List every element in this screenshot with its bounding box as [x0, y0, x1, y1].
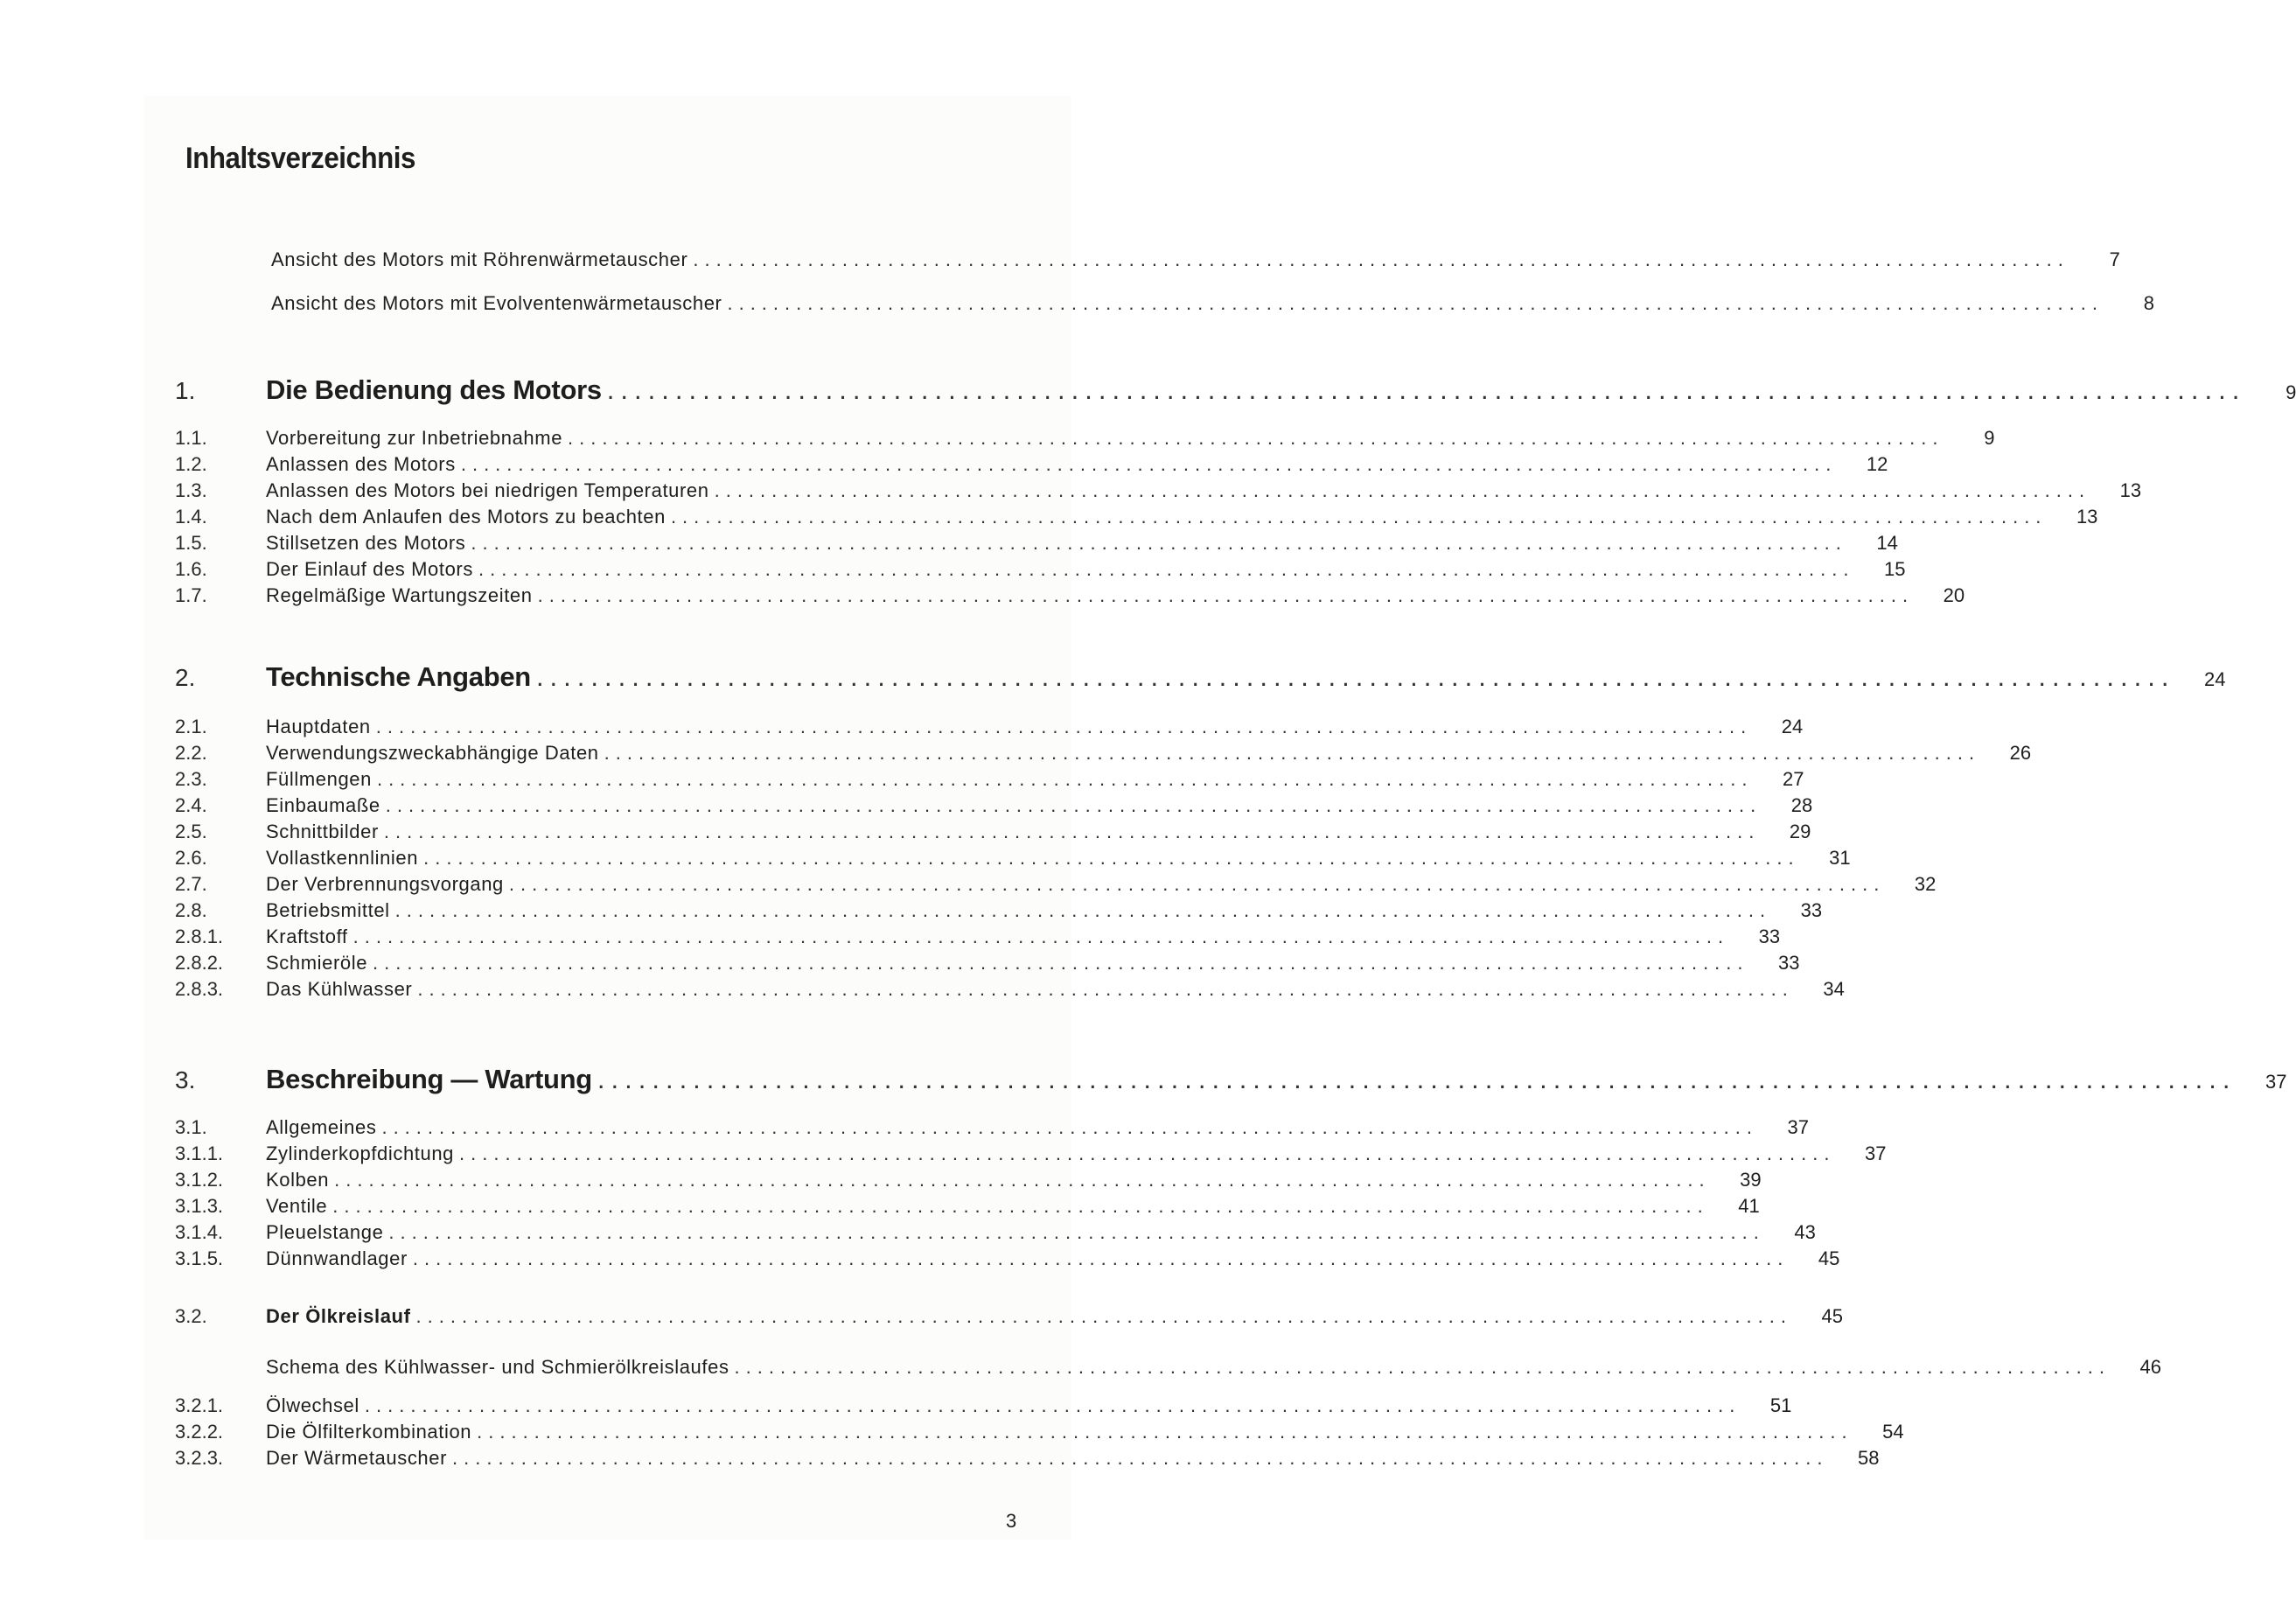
toc-entry	[175, 1447, 1880, 1473]
toc-entry-page: 20	[1943, 584, 1965, 606]
toc-entry	[175, 742, 2032, 768]
toc-entry	[175, 427, 1995, 453]
toc-entry	[175, 952, 1800, 978]
dot-leader: ........................................................................................................................	[385, 794, 1762, 816]
toc-entry-title: Die Ölfilterkombination	[266, 1421, 472, 1443]
toc-entry-number: 1.4.	[175, 506, 207, 528]
toc-entry-page: 12	[1866, 453, 1888, 475]
dot-leader: ........................................................................................................................	[352, 926, 1730, 947]
dot-leader: ........................................................................................................................	[415, 1305, 1792, 1327]
toc-entry-page: 41	[1738, 1195, 1760, 1217]
toc-entry	[175, 1394, 1792, 1421]
dot-leader: ........................................................................................................................	[597, 1064, 2237, 1094]
toc-entry-number: 3.1.4.	[175, 1221, 224, 1243]
toc-entry	[175, 453, 1888, 479]
toc-entry-number: 2.7.	[175, 873, 207, 895]
toc-entry-page: 9	[2286, 381, 2296, 403]
toc-entry-number: 2.1.	[175, 716, 207, 737]
toc-entry-page: 24	[2204, 668, 2226, 690]
toc-entry-title: Kolben	[266, 1169, 330, 1191]
toc-entry-number: 1.6.	[175, 558, 207, 580]
toc-entry-page: 26	[2009, 742, 2032, 764]
toc-entry-number: 2.3.	[175, 768, 207, 790]
dot-leader: ........................................................................................................................	[334, 1169, 1711, 1191]
toc-entry-page: 54	[1882, 1421, 1904, 1443]
toc-entry-title: Anlassen des Motors	[266, 453, 456, 475]
toc-entry	[175, 1356, 2162, 1382]
dot-leader: ........................................................................................................................	[459, 1142, 1836, 1164]
toc-entry-title: Ansicht des Motors mit Evolventenwärmetauscher	[271, 292, 722, 314]
toc-entry-page: 51	[1769, 1394, 1792, 1416]
dot-leader: ........................................................................................................................	[388, 1221, 1765, 1243]
dot-leader: ........................................................................................................................	[375, 716, 1753, 737]
toc-entry-title: Verwendungszweckabhängige Daten	[266, 742, 599, 764]
toc-entry	[175, 532, 1898, 558]
toc-entry-page: 37	[2265, 1071, 2287, 1093]
toc-entry-page: 14	[1876, 532, 1898, 554]
toc-entry	[175, 768, 1804, 794]
dot-leader: ........................................................................................................................	[606, 374, 2246, 405]
dot-leader: ........................................................................................................................	[332, 1195, 1709, 1217]
dot-leader: ........................................................................................................................	[364, 1394, 1741, 1416]
toc-entry-number: 3.1.5.	[175, 1247, 224, 1269]
toc-entry-number: 1.7.	[175, 584, 207, 606]
toc-entry-number: 2.5.	[175, 821, 207, 842]
dot-leader: ........................................................................................................................	[670, 506, 2048, 528]
toc-entry-title: Hauptdaten	[266, 716, 371, 737]
dot-leader: ........................................................................................................................	[604, 742, 1981, 764]
toc-entry	[175, 899, 1823, 926]
dot-leader: ........................................................................................................................	[383, 821, 1761, 842]
toc-entry	[175, 847, 1851, 873]
toc-entry-title: Ventile	[266, 1195, 328, 1217]
toc-entry-title: Vollastkennlinien	[266, 847, 419, 869]
toc-entry	[175, 1195, 1760, 1221]
toc-entry	[175, 506, 2098, 532]
toc-entry-number: 1.2.	[175, 453, 207, 475]
dot-leader: ........................................................................................................................	[693, 248, 2069, 270]
toc-entry-title: Beschreibung — Wartung	[266, 1064, 592, 1094]
toc-entry-page: 45	[1818, 1247, 1840, 1269]
toc-entry	[175, 1421, 1904, 1447]
toc-entry-page: 34	[1823, 978, 1845, 1000]
dot-leader: ........................................................................................................................	[423, 847, 1800, 869]
dot-leader: ........................................................................................................................	[460, 453, 1838, 475]
toc-entry-number: 2.8.2.	[175, 952, 224, 974]
toc-entry-title: Dünnwandlager	[266, 1247, 408, 1269]
toc-entry-page: 43	[1794, 1221, 1816, 1243]
toc-entry-number: 3.1.1.	[175, 1142, 224, 1164]
toc-entry-page: 39	[1740, 1169, 1762, 1191]
toc-entry	[175, 1064, 2287, 1102]
toc-entry-title: Füllmengen	[266, 768, 372, 790]
dot-leader: ........................................................................................................................	[412, 1247, 1790, 1269]
toc-entry-page: 15	[1883, 558, 1906, 580]
toc-entry-number: 3.1.3.	[175, 1195, 224, 1217]
toc-entry	[175, 661, 2226, 700]
toc-entry-title: Schema des Kühlwasser- und Schmierölkreislaufes	[266, 1356, 729, 1378]
dot-leader: ........................................................................................................................	[381, 1116, 1758, 1138]
toc-entry-number: 3.1.2.	[175, 1169, 224, 1191]
dot-leader: ........................................................................................................................	[452, 1447, 1829, 1469]
toc-entry-number: 3.2.3.	[175, 1447, 224, 1469]
toc-entry-page: 8	[2143, 292, 2154, 314]
toc-entry-title: Regelmäßige Wartungszeiten	[266, 584, 533, 606]
dot-leader: ........................................................................................................................	[727, 292, 2104, 314]
toc-entry-page: 37	[1865, 1142, 1887, 1164]
toc-entry-page: 32	[1914, 873, 1937, 895]
dot-leader: ........................................................................................................................	[417, 978, 1794, 1000]
toc-entry-page: 37	[1787, 1116, 1809, 1138]
toc-entry	[175, 374, 2296, 413]
toc-entry	[175, 926, 1781, 952]
toc-entry-page: 45	[1821, 1305, 1843, 1327]
toc-entry-title: Der Wärmetauscher	[266, 1447, 448, 1469]
toc-entry-page: 28	[1790, 794, 1813, 816]
toc-entry-number: 2.	[175, 664, 196, 691]
toc-entry-title: Pleuelstange	[266, 1221, 384, 1243]
toc-entry-title: Einbaumaße	[266, 794, 380, 816]
toc-entry-number: 1.5.	[175, 532, 207, 554]
toc-entry-page: 31	[1829, 847, 1851, 869]
toc-entry-page: 29	[1789, 821, 1811, 842]
toc-entry-title: Betriebsmittel	[266, 899, 390, 921]
toc-entry-title: Schmieröle	[266, 952, 368, 974]
toc-entry-title: Der Einlauf des Motors	[266, 558, 473, 580]
toc-entry-number: 3.	[175, 1066, 196, 1093]
toc-entry-number: 3.1.	[175, 1116, 207, 1138]
toc-entry	[175, 1142, 1887, 1169]
toc-entry-number: 3.2.2.	[175, 1421, 224, 1443]
toc-entry-page: 33	[1758, 926, 1781, 947]
toc-entry-number: 2.8.3.	[175, 978, 224, 1000]
toc-entry-title: Zylinderkopfdichtung	[266, 1142, 455, 1164]
toc-entry	[175, 1116, 1809, 1142]
toc-entry-title: Ansicht des Motors mit Röhrenwärmetauscher	[271, 248, 688, 270]
toc-entry	[175, 1221, 1816, 1247]
toc-entry-title: Schnittbilder	[266, 821, 379, 842]
toc-entry	[175, 716, 1804, 742]
toc-entry	[175, 1247, 1840, 1274]
toc-entry	[175, 978, 1845, 1004]
toc-entry	[175, 292, 2154, 318]
toc-entry	[175, 248, 2120, 275]
toc-entry-title: Der Ölkreislauf	[266, 1305, 411, 1327]
toc-entry-number: 3.2.	[175, 1305, 207, 1327]
toc-entry-page: 33	[1778, 952, 1800, 974]
toc-entry-title: Das Kühlwasser	[266, 978, 413, 1000]
toc-entry	[175, 873, 1937, 899]
toc-entry-page: 9	[1984, 427, 1995, 449]
toc-entry-number: 2.2.	[175, 742, 207, 764]
toc-entry	[175, 794, 1813, 821]
toc-entry-page: 27	[1782, 768, 1804, 790]
dot-leader: ........................................................................................................................	[471, 532, 1847, 554]
dot-leader: ........................................................................................................................	[373, 952, 1749, 974]
dot-leader: ........................................................................................................................	[394, 899, 1772, 921]
dot-leader: ........................................................................................................................	[537, 584, 1915, 606]
toc-entry-title: Nach dem Anlaufen des Motors zu beachten	[266, 506, 666, 528]
toc-entry-title: Die Bedienung des Motors	[266, 374, 602, 405]
dot-leader: ........................................................................................................................	[478, 558, 1855, 580]
toc-entry-title: Technische Angaben	[266, 661, 531, 692]
toc-entry	[175, 1305, 1843, 1331]
toc-entry-title: Anlassen des Motors bei niedrigen Temperaturen	[266, 479, 709, 501]
toc-entry-page: 46	[2139, 1356, 2162, 1378]
page-number: 3	[1006, 1510, 1017, 1532]
toc-entry-page: 13	[2119, 479, 2142, 501]
toc-entry-number: 2.6.	[175, 847, 207, 869]
toc-entry-title: Ölwechsel	[266, 1394, 359, 1416]
toc-entry-title: Kraftstoff	[266, 926, 348, 947]
toc-entry-title: Allgemeines	[266, 1116, 377, 1138]
toc-entry-number: 1.3.	[175, 479, 207, 501]
toc-entry	[175, 584, 1965, 611]
dot-leader: ........................................................................................................................	[376, 768, 1754, 790]
toc-entry-number: 2.8.	[175, 899, 207, 921]
toc-entry-page: 7	[2109, 248, 2120, 270]
toc-entry-page: 13	[2076, 506, 2098, 528]
page-title: Inhaltsverzeichnis	[185, 142, 415, 175]
dot-leader: ........................................................................................................................	[734, 1356, 2111, 1378]
toc-entry-number: 2.4.	[175, 794, 207, 816]
dot-leader: ........................................................................................................................	[714, 479, 2091, 501]
dot-leader: ........................................................................................................................	[477, 1421, 1853, 1443]
toc-entry-number: 3.2.1.	[175, 1394, 224, 1416]
toc-entry-number: 1.	[175, 377, 196, 404]
toc-entry	[175, 821, 1811, 847]
toc-entry-page: 33	[1800, 899, 1823, 921]
dot-leader: ........................................................................................................................	[535, 661, 2175, 692]
toc-entry-number: 1.1.	[175, 427, 207, 449]
toc-entry-title: Der Verbrennungsvorgang	[266, 873, 504, 895]
toc-entry	[175, 479, 2142, 506]
toc-entry-number: 2.8.1.	[175, 926, 224, 947]
toc-entry-title: Vorbereitung zur Inbetriebnahme	[266, 427, 563, 449]
toc-entry-page: 24	[1781, 716, 1804, 737]
toc-entry	[175, 1169, 1762, 1195]
toc-entry-title: Stillsetzen des Motors	[266, 532, 466, 554]
dot-leader: ........................................................................................................................	[568, 427, 1944, 449]
toc-entry	[175, 558, 1906, 584]
toc-entry-page: 58	[1858, 1447, 1880, 1469]
dot-leader: ........................................................................................................................	[508, 873, 1886, 895]
